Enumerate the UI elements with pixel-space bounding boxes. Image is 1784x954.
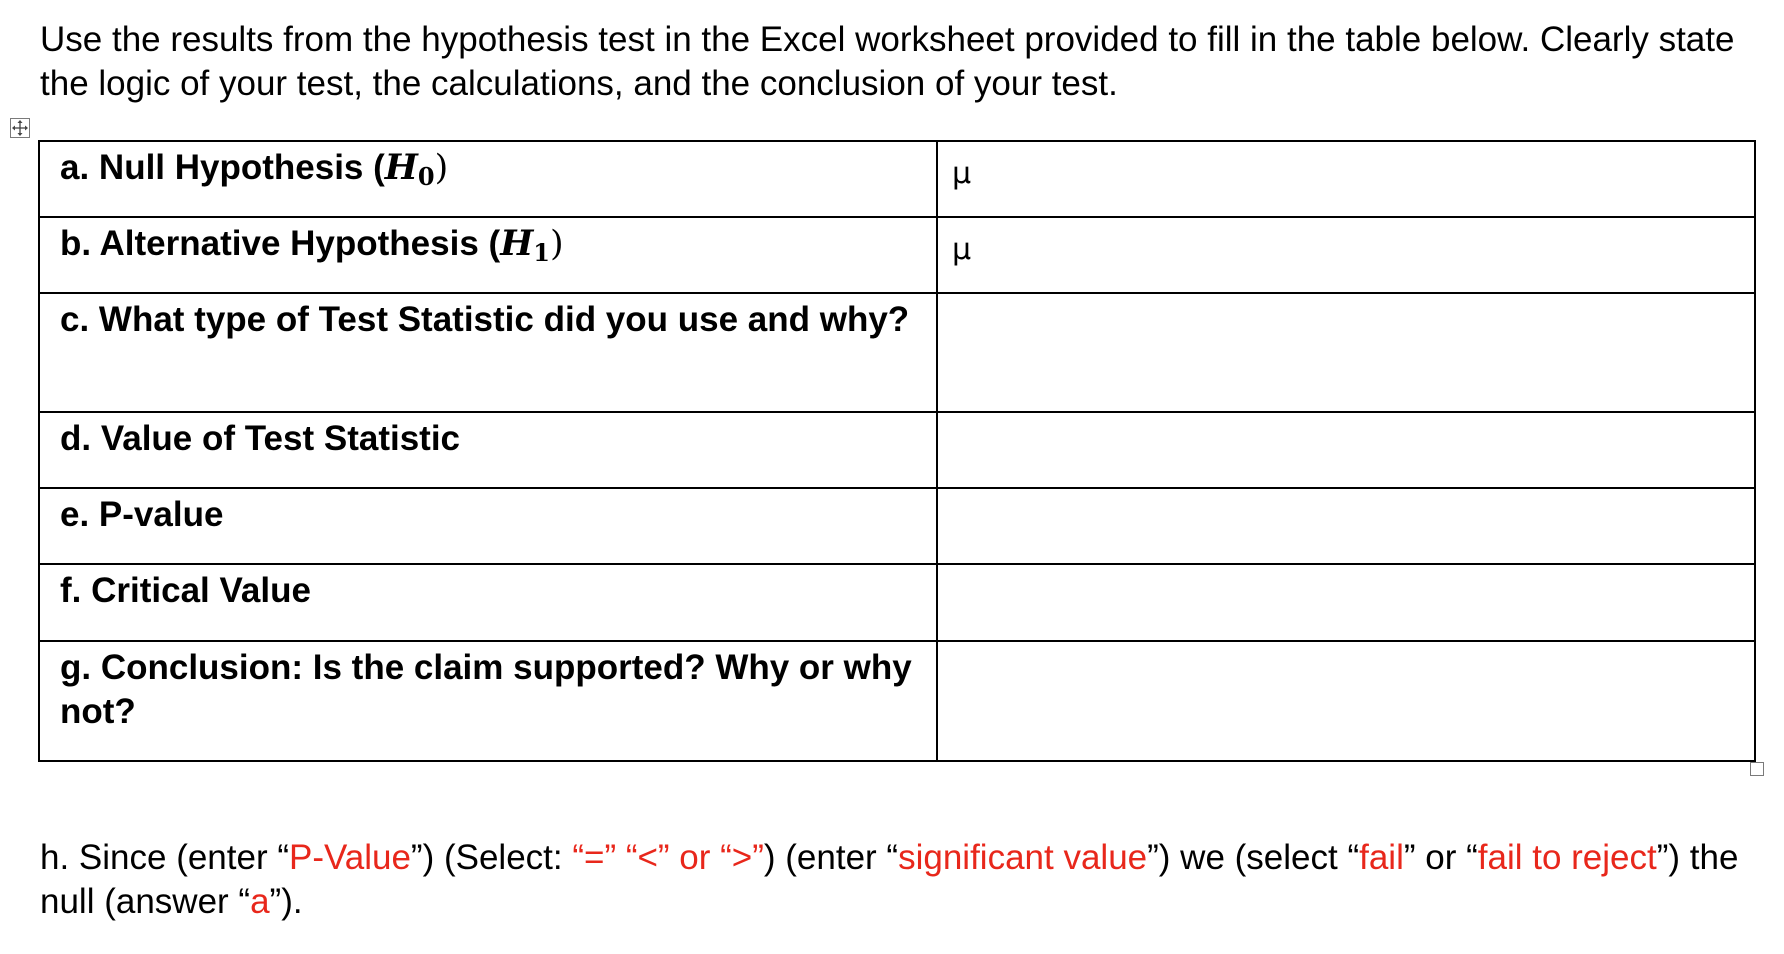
table-row-conclusion [39,641,1755,761]
prompt-significant-value: significant value [898,838,1148,877]
p-value-label: e. P-value [39,488,937,564]
null-hypothesis-label: a. Null Hypothesis $(H_0)$ [39,141,937,217]
table-row-critical-value [39,564,1755,641]
mu-symbol: µ [952,232,972,267]
prompt-fail-to-reject: fail to reject [1477,838,1657,877]
prompt-fail: fail [1359,838,1404,877]
test-statistic-value-answer-cell[interactable] [937,412,1755,488]
null-hypothesis-answer-cell[interactable] [937,141,1755,217]
test-statistic-type-answer-cell[interactable] [937,293,1755,412]
prompt-answer-a: a [250,882,270,921]
table-resize-handle[interactable] [1750,762,1764,776]
prompt-p-value: P-Value [289,838,411,877]
prompt-comparison: “=” “<” or “>” [572,838,764,877]
table-row-test-statistic-value [39,412,1755,488]
table-row-test-statistic-type [39,293,1755,412]
critical-value-label: f. Critical Value [39,564,937,641]
hypothesis-table [38,140,1756,762]
mu-symbol: µ [952,156,972,191]
p-value-answer-cell[interactable] [937,488,1755,564]
test-statistic-type-label: c. What type of Test Statistic did you use and why? [39,293,937,412]
test-statistic-value-label: d. Value of Test Statistic [39,412,937,488]
conclusion-answer-cell[interactable] [937,641,1755,761]
table-row-null-hypothesis [39,141,1755,217]
alternative-hypothesis-answer-cell[interactable] [937,217,1755,293]
conclusion-label: g. Conclusion: Is the claim supported? Why or why not? [39,641,937,761]
alternative-hypothesis-label: b. Alternative Hypothesis $(H_1)$ [39,217,937,293]
h1-symbol: $H_1$ [500,223,550,267]
table-row-p-value [39,488,1755,564]
h0-symbol: $H_0$ [384,147,435,191]
critical-value-answer-cell[interactable] [937,564,1755,641]
table-row-alternative-hypothesis [39,217,1755,293]
table-move-icon[interactable] [10,118,30,138]
instructions-paragraph: Use the results from the hypothesis test in the Excel worksheet provided to fill in the table below. Clearly state the logic of your test, the calculations, and the conclusion of your test. [40,20,1735,103]
conclusion-sentence: h. Since (enter “P-Value”) (Select: “=” “<” or “>”) (enter “significant value”) we (select “fail” or “fail to reject”) the null (answer “a”). [40,838,1739,921]
